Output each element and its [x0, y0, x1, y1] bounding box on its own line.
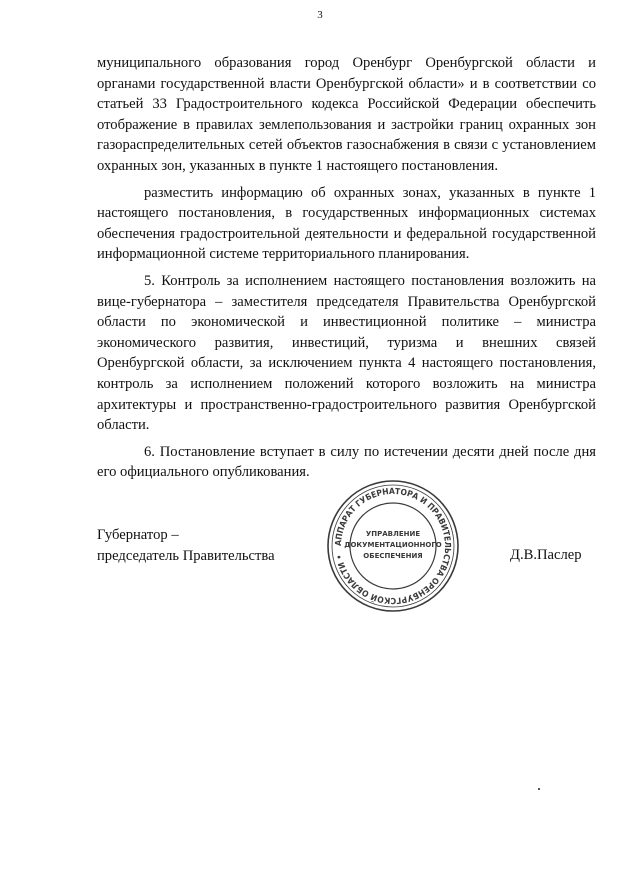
- signatory-name: Д.В.Паслер: [510, 547, 582, 563]
- stamp-seal-icon: [325, 478, 461, 614]
- paragraph-effective-item-6: 6. Постановление вступает в силу по истечении десяти дней после дня его официального опубликования.: [97, 443, 596, 481]
- paragraph-control-item-5: 5. Контроль за исполнением настоящего постановления возложить на вице-губернатора – заместителя председателя Правительства Оренбургской области по экономической и инвестиционной политике – министра экономического развития, инвестиций, туризма и внешних связей Оренбургской области, за исключением пункта 4 настоящего постановления, контроль за исполнением положений которого возложить на министра архитектуры и пространственно-градостроительного развития Оренбургской области.: [97, 272, 596, 434]
- stamp-line-3: ОБЕСПЕЧЕНИЯ: [363, 552, 423, 560]
- signatory-title: [97, 525, 275, 566]
- scan-speck: [538, 788, 540, 790]
- stamp-line-1: УПРАВЛЕНИЕ: [365, 530, 421, 538]
- stamp-line-2: ДОКУМЕНТАЦИОННОГО: [344, 541, 442, 549]
- page-number: 3: [317, 9, 323, 21]
- official-stamp: [325, 478, 461, 614]
- paragraph-continuation: муниципального образования город Оренбург Оренбургской области и органами государственной власти Оренбургской области» и в соответствии со статьей 33 Градостроительного кодекса Российской Федерации обеспечить отображение в правилах землепользования и застройки границ охранных зон газораспределительных сетей объектов газоснабжения в связи с установлением охранных зон, указанных в пункте 1 настоящего постановления.: [97, 55, 596, 174]
- paragraph-publish-info: разместить информацию об охранных зонах, указанных в пункте 1 настоящего постановления, в государственных информационных системах обеспечения градостроительной деятельности и федеральной государственной информационной системе территориального планирования.: [97, 184, 596, 263]
- signatory-title-line-1: Губернатор –: [97, 527, 179, 543]
- document-body: [97, 53, 596, 483]
- stamp-ring-textpath: АППАРАТ ГУБЕРНАТОРА И ПРАВИТЕЛЬСТВА ОРЕНБУРГСКОЙ ОБЛАСТИ •: [332, 485, 454, 607]
- signatory-title-line-2: председатель Правительства: [97, 547, 275, 564]
